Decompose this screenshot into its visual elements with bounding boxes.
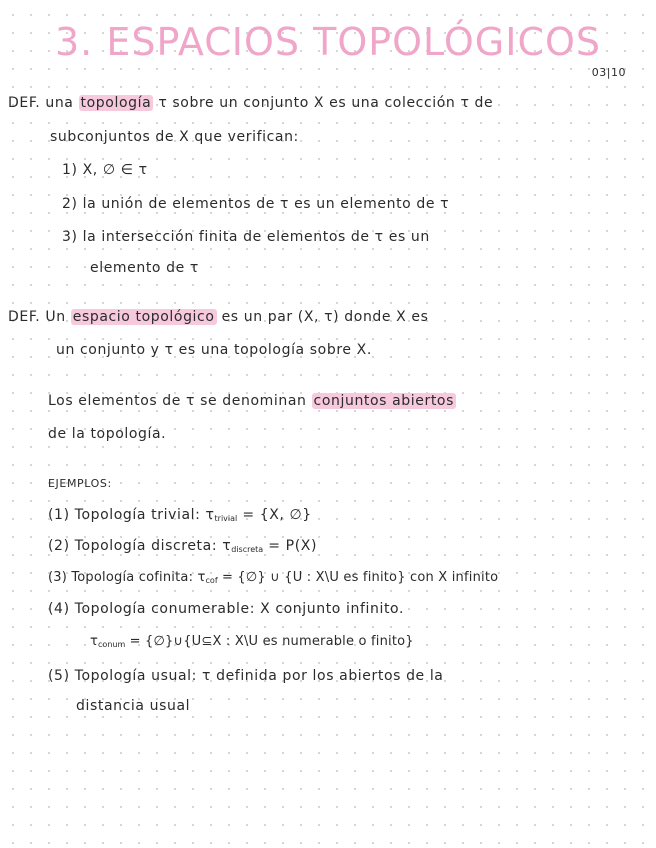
example-3: (3) Topología cofinita: $\tau_{cof}$ = {∅} ∪ {U : X\U es finito} con X infinito bbox=[48, 570, 499, 585]
def1-line2: subconjuntos de X que verifican: bbox=[50, 129, 299, 145]
def2-line1: DEF. Un espacio topológico es un par (X, τ) donde X es bbox=[8, 309, 429, 325]
example-5-cont: distancia usual bbox=[76, 698, 191, 714]
highlight-topologia: topología bbox=[80, 95, 152, 111]
example-2: (2) Topología discreta: $\tau_{discreta} = P(X)$ bbox=[48, 538, 318, 554]
highlight-conjuntos-abiertos: conjuntos abiertos bbox=[313, 393, 454, 409]
open-sets-line2: de la topología. bbox=[48, 426, 167, 442]
example-5: (5) Topología usual: τ definida por los abiertos de la bbox=[48, 668, 444, 684]
example-1: (1) Topología trivial: $\tau_{trivial} = \{X$, ∅} bbox=[48, 507, 312, 523]
def1-item3-cont: elemento de τ bbox=[90, 260, 199, 276]
def1-item1: 1) X, ∅ ∈ τ bbox=[62, 162, 148, 178]
def1-item2: 2) la unión de elementos de τ es un elemento de τ bbox=[62, 196, 450, 212]
open-sets-line1: Los elementos de τ se denominan conjuntos abiertos bbox=[48, 393, 454, 409]
example-4: (4) Topología conumerable: X conjunto infinito. bbox=[48, 601, 405, 617]
date-label: 03|10 bbox=[591, 66, 626, 79]
example-4-definition: $\tau_{conum}$ = {∅}∪{U⊆X : X\U es numerable o finito} bbox=[90, 634, 414, 649]
page-title: 3. ESPACIOS TOPOLÓGICOS bbox=[54, 20, 602, 64]
def2-line2: un conjunto y τ es una topología sobre X. bbox=[56, 342, 372, 358]
def1-label: DEF. bbox=[8, 95, 41, 111]
def1-line1: DEF. una topología τ sobre un conjunto X es una colección τ de bbox=[8, 95, 494, 111]
examples-heading: EJEMPLOS: bbox=[48, 477, 112, 490]
highlight-espacio-topologico: espacio topológico bbox=[72, 309, 215, 325]
def2-label: DEF. bbox=[8, 309, 41, 325]
def1-item3: 3) la intersección finita de elementos de τ es un bbox=[62, 229, 430, 245]
